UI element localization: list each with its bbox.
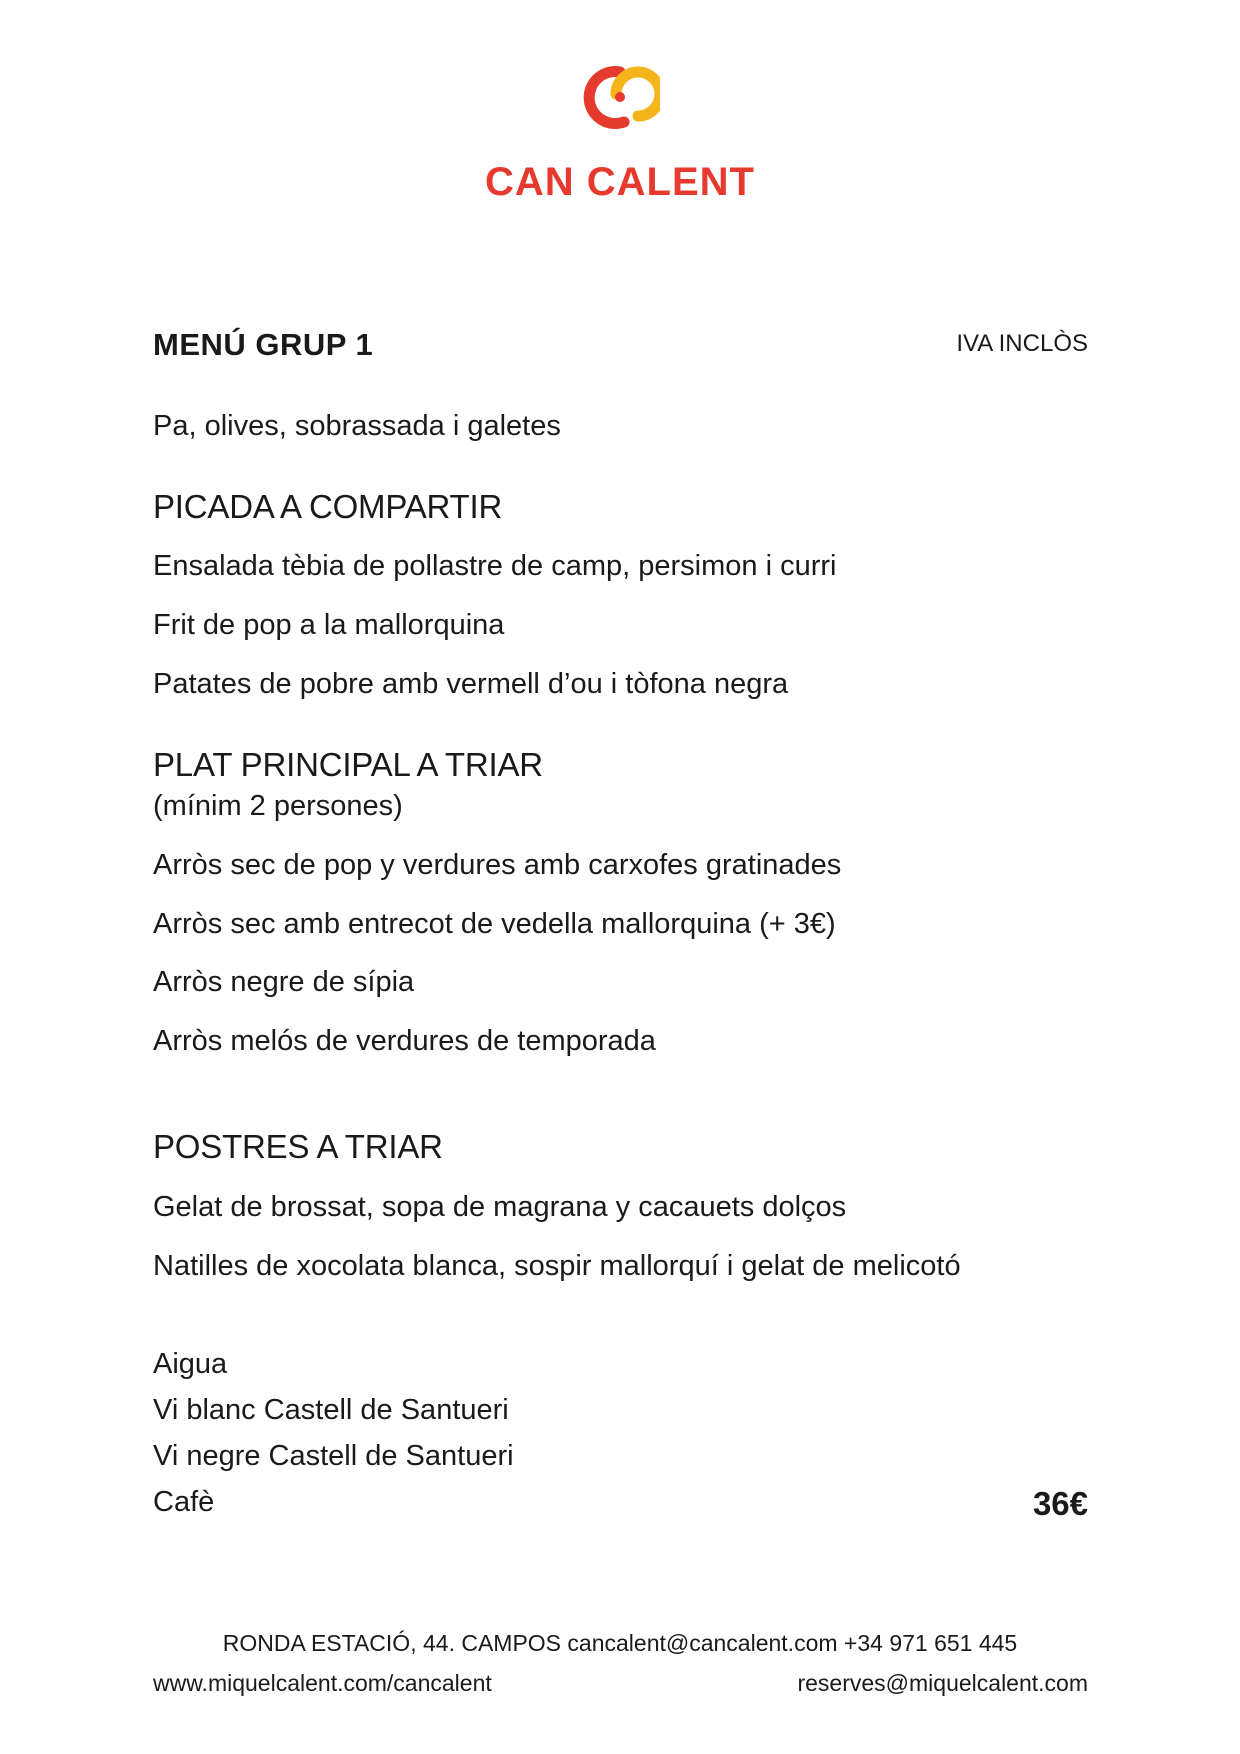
logo <box>0 60 1240 150</box>
list-item: Arròs melós de verdures de temporada <box>153 1025 656 1057</box>
section-title-picada: PICADA A COMPARTIR <box>153 488 503 525</box>
footer-address: RONDA ESTACIÓ, 44. CAMPOS cancalent@cancalent.com +34 971 651 445 <box>222 1630 1018 1656</box>
drink-item: Cafè <box>153 1486 215 1518</box>
section-note: (mínim 2 persones) <box>153 790 403 822</box>
footer-reservations-email[interactable]: reserves@miquelcalent.com <box>797 1670 1088 1696</box>
section-title-postres: POSTRES A TRIAR <box>153 1128 443 1165</box>
list-item: Gelat de brossat, sopa de magrana y cacauets dolços <box>153 1191 847 1223</box>
drink-item: Vi negre Castell de Santueri <box>153 1440 514 1472</box>
tax-note: IVA INCLÒS <box>956 330 1088 357</box>
section-title-plat-principal: PLAT PRINCIPAL A TRIAR <box>153 746 543 783</box>
menu-title: MENÚ GRUP 1 <box>153 327 374 362</box>
footer-website-link[interactable]: www.miquelcalent.com/cancalent <box>153 1670 492 1696</box>
drink-item: Vi blanc Castell de Santueri <box>153 1394 509 1426</box>
list-item: Arròs sec amb entrecot de vedella mallorquina (+ 3€) <box>153 908 836 940</box>
intro-item: Pa, olives, sobrassada i galetes <box>153 410 561 442</box>
list-item: Ensalada tèbia de pollastre de camp, persimon i curri <box>153 550 837 582</box>
list-item: Patates de pobre amb vermell d’ou i tòfona negra <box>153 668 789 700</box>
list-item: Natilles de xocolata blanca, sospir mallorquí i gelat de melicotó <box>153 1250 961 1282</box>
menu-price: 36€ <box>1032 1485 1088 1522</box>
cc-swirl-logo-icon <box>580 60 660 150</box>
list-item: Frit de pop a la mallorquina <box>153 609 505 641</box>
list-item: Arròs negre de sípia <box>153 966 415 998</box>
brand-name: CAN CALENT <box>485 160 755 204</box>
drink-item: Aigua <box>153 1348 228 1380</box>
list-item: Arròs sec de pop y verdures amb carxofes gratinades <box>153 849 842 881</box>
